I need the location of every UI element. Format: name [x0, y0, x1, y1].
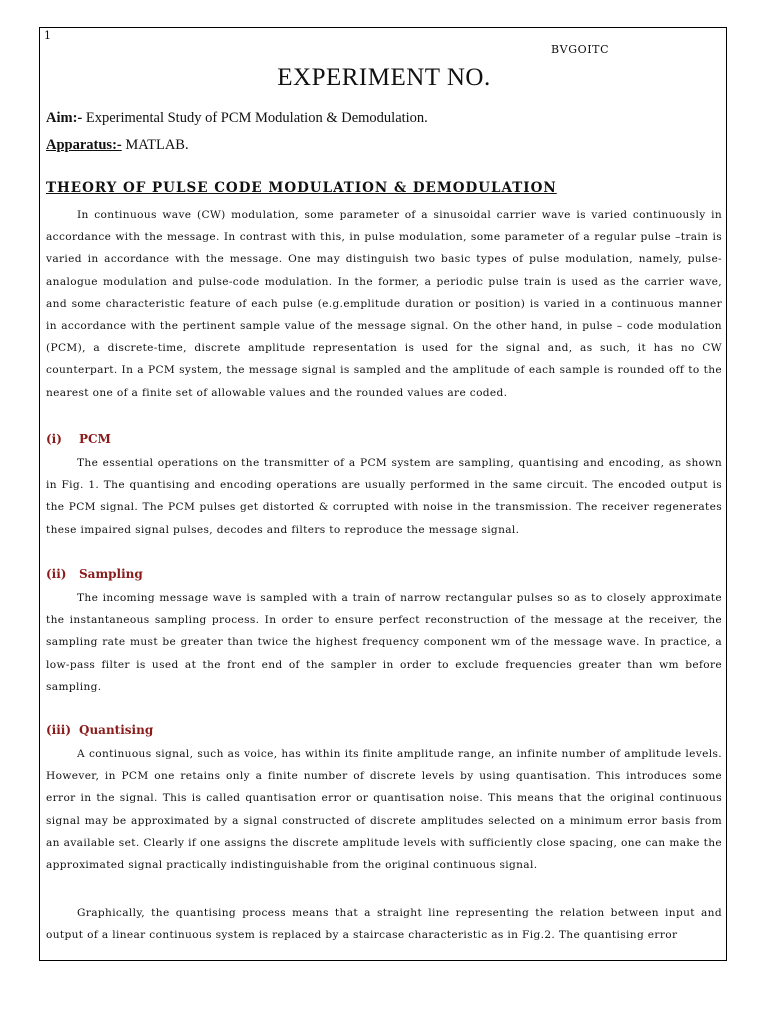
aim-text: Experimental Study of PCM Modulation & Demodulation.	[82, 110, 428, 126]
section-title: PCM	[79, 432, 111, 446]
quantising-paragraph: A continuous signal, such as voice, has within its finite amplitude range, an infinite number of amplitude levels. However, in PCM one retains only a finite number of discrete levels by using quantisation. This introduces some error in the signal. This is called quantisation error or quantisation noise. This means that the original continuous signal may be approximated by a signal constructed of discrete amplitudes selected on a minimum error basis from an available set. Clearly if one assigns the discrete amplitude levels with sufficiently close spacing, one can make the approximated signal practically indistinguishable from the original continuous signal.	[46, 748, 722, 872]
quantising-paragraph-2: Graphically, the quantising process means that a straight line representing the relation between input and output of a linear continuous system is replaced by a staircase characteristic as in Fig.2. The quantising error	[46, 907, 722, 942]
header-org: BVGOITC	[551, 43, 610, 56]
section-heading-quantising	[46, 723, 153, 737]
apparatus-text: MATLAB.	[121, 137, 189, 153]
theory-heading: THEORY OF PULSE CODE MODULATION & DEMODULATION	[46, 180, 557, 196]
page-title: EXPERIMENT NO.	[277, 64, 491, 91]
intro-paragraph: In continuous wave (CW) modulation, some parameter of a sinusoidal carrier wave is varied continuously in accordance with the message. In contrast with this, in pulse modulation, some parameter of a regular pulse –train is varied in accordance with the message. One may distinguish two basic types of pulse modulation, namely, pulse-analogue modulation and pulse-code modulation. In the former, a periodic pulse train is used as the carrier wave, and some characteristic feature of each pulse (e.g.emplitude duration or position) is varied in a continuous manner in accordance with the pertinent sample value of the message signal. On the other hand, in pulse – code modulation (PCM), a discrete-time, discrete amplitude representation is used for the signal and, as such, it has no CW counterpart. In a PCM system, the message signal is sampled and the amplitude of each sample is rounded off to the nearest one of a finite set of allowable values and the rounded values are coded.	[46, 209, 722, 399]
aim-label: Aim:-	[46, 110, 83, 126]
section-title: Sampling	[79, 567, 143, 581]
aim-line	[46, 110, 428, 127]
page-number: 1	[44, 29, 51, 42]
apparatus-line	[46, 137, 189, 154]
pcm-paragraph: The essential operations on the transmitter of a PCM system are sampling, quantising and encoding, as shown in Fig. 1. The quantising and encoding operations are usually performed in the same circuit. The encoded output is the PCM signal. The PCM pulses get distorted & corrupted with noise in the transmission. The receiver regenerates these impaired signal pulses, decodes and filters to reproduce the message signal.	[46, 457, 722, 536]
section-number: (iii)	[46, 723, 72, 737]
section-number: (ii)	[46, 567, 67, 581]
apparatus-label: Apparatus:-	[46, 137, 122, 153]
section-heading-pcm	[46, 432, 111, 446]
section-heading-sampling	[46, 567, 143, 581]
sampling-paragraph: The incoming message wave is sampled with a train of narrow rectangular pulses so as to closely approximate the instantaneous sampling process. In order to ensure perfect reconstruction of the message at the receiver, the sampling rate must be greater than twice the highest frequency component wm of the message wave. In practice, a low-pass filter is used at the front end of the sampler in order to exclude frequencies greater than wm before sampling.	[46, 592, 722, 693]
section-title: Quantising	[79, 723, 154, 737]
section-number: (i)	[46, 432, 62, 446]
